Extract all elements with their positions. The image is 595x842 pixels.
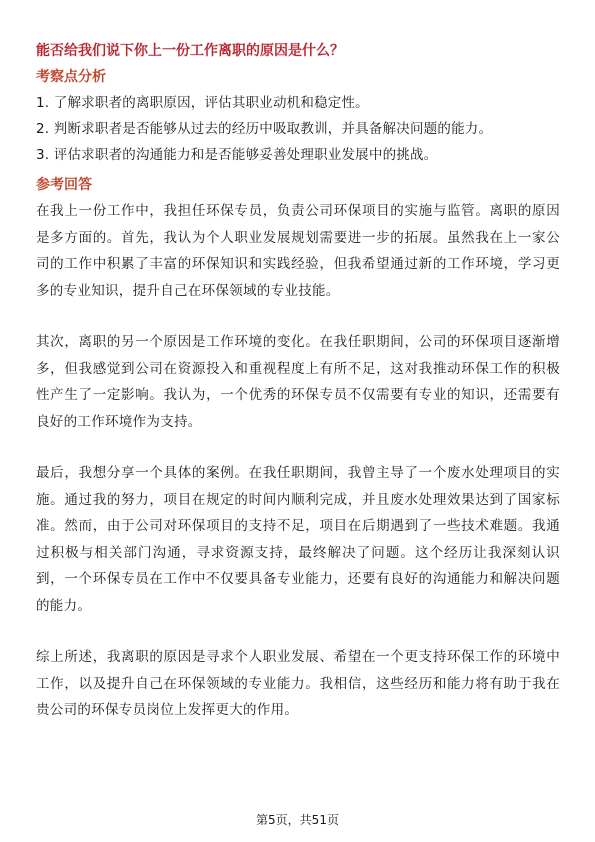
answer-paragraph: 最后，我想分享一个具体的案例。在我任职期间，我曾主导了一个废水处理项目的实施。通过我的努力，项目在规定的时间内顺利完成，并且废水处理效果达到了国家标准。然而，由于公司对环保项目的支持不足，项目在后期遇到了一些技术难题。我通过积极与相关部门沟通，寻求资源支持，最终解决了问题。这个经历让我深刻认识到，一个环保专员在工作中不仅要具备专业能力，还要有良好的沟通能力和解决问题的能力。 (36, 465, 560, 614)
answer-paragraph: 综上所述，我离职的原因是寻求个人职业发展、希望在一个更支持环保工作的环境中工作，以及提升自己在环保领域的专业能力。我相信，这些经历和能力将有助于我在贵公司的环保专员岗位上发挥更大的作用。 (36, 649, 560, 718)
answer-paragraph: 在我上一份工作中，我担任环保专员，负责公司环保项目的实施与监管。离职的原因是多方面的。首先，我认为个人职业发展规划需要进一步的拓展。虽然我在上一家公司的工作中积累了丰富的环保知识和实践经验，但我希望通过新的工作环境，学习更多的专业知识，提升自己在环保领域的专业技能。 (36, 203, 560, 299)
answer-body (36, 198, 560, 724)
analysis-point: 2. 判断求职者是否能够从过去的经历中吸取教训，并具备解决问题的能力。 (36, 121, 493, 137)
analysis-points-list (36, 90, 560, 168)
document-page (36, 40, 560, 724)
answer-paragraph: 其次，离职的另一个原因是工作环境的变化。在我任职期间，公司的环保项目逐渐增多，但我感觉到公司在资源投入和重视程度上有所不足，这对我推动环保工作的积极性产生了一定影响。我认为，一个优秀的环保专员不仅需要有专业的知识，还需要有良好的工作环境作为支持。 (36, 334, 560, 430)
question-heading: 能否给我们说下你上一份工作离职的原因是什么？ (36, 43, 344, 59)
answer-section-title: 参考回答 (36, 177, 92, 193)
analysis-point: 3. 评估求职者的沟通能力和是否能够妥善处理职业发展中的挑战。 (36, 147, 438, 163)
analysis-point: 1. 了解求职者的离职原因，评估其职业动机和稳定性。 (36, 95, 369, 111)
analysis-section-title: 考察点分析 (36, 69, 106, 85)
page-number-footer: 第5页，共51页 (256, 813, 339, 827)
